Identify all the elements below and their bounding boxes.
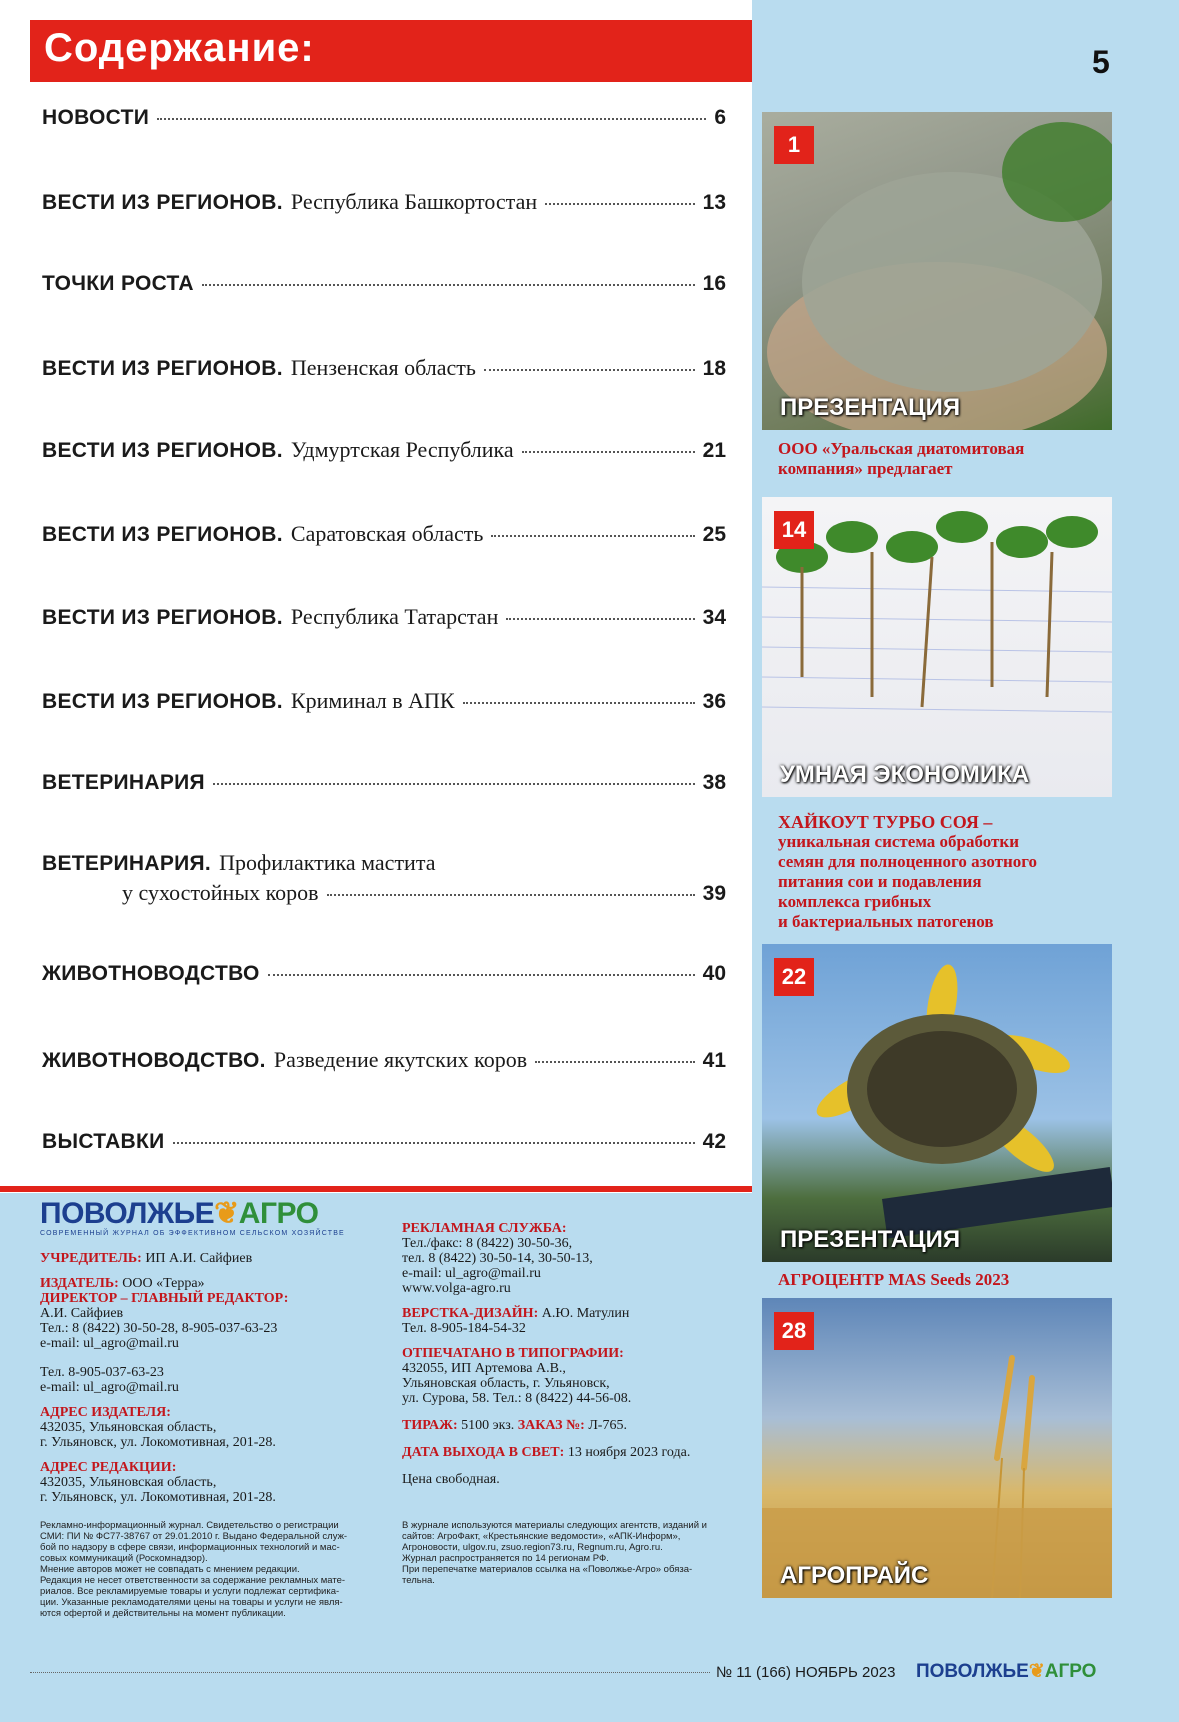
toc-subtitle: Разведение якутских коров	[273, 1047, 528, 1072]
card-caption	[778, 812, 1108, 932]
toc-page-number: 42	[702, 1130, 726, 1153]
label: ЗАКАЗ №:	[517, 1418, 585, 1433]
value: ул. Сурова, 58. Тел.: 8 (8422) 44-56-08.	[402, 1391, 632, 1406]
toc-leader	[173, 1142, 695, 1144]
toc-leader	[213, 783, 695, 785]
toc-subtitle: Криминал в АПК	[290, 688, 455, 713]
value: г. Ульяновск, ул. Локомотивная, 201-28.	[40, 1490, 276, 1505]
toc-leader	[463, 702, 695, 704]
toc-heading: ЖИВОТНОВОДСТВО.	[42, 1049, 266, 1072]
page-title: Содержание:	[44, 26, 315, 70]
fine-line: В журнале используются материалы следующих агентств, изданий и	[402, 1520, 707, 1531]
value: Тел. 8-905-184-54-32	[402, 1321, 526, 1336]
card-label: АГРОПРАЙС	[780, 1562, 929, 1589]
toc-entry-mastitis[interactable]	[42, 850, 726, 906]
toc-heading: НОВОСТИ	[42, 106, 150, 129]
label: ИЗДАТЕЛЬ:	[40, 1276, 119, 1291]
value: ИП А.И. Сайфиев	[145, 1251, 253, 1266]
fine-line: ются офертой и действительны на момент публикации.	[40, 1608, 286, 1619]
value: А.Ю. Матулин	[541, 1306, 630, 1321]
value: e-mail: ul_agro@mail.ru	[402, 1266, 541, 1281]
fine-line: бой по надзору в сфере связи, информационных технологий и мас-	[40, 1542, 340, 1553]
value: Цена свободная.	[402, 1472, 500, 1487]
page-number: 5	[1092, 44, 1110, 80]
caption-line: компания» предлагает	[778, 459, 953, 478]
toc-entry-growth-points[interactable]	[42, 272, 726, 296]
fine-line: тельна.	[402, 1575, 435, 1586]
fine-line: Рекламно-информационный журнал. Свидетельство о регистрации	[40, 1520, 339, 1531]
footer-rule	[30, 1672, 710, 1674]
caption-line: комплекса грибных	[778, 892, 932, 911]
footer-logo-text-2: АГРО	[1044, 1661, 1097, 1682]
toc-leader	[484, 369, 695, 371]
toc-page-number: 38	[702, 771, 726, 794]
card-caption	[778, 1270, 1108, 1290]
toc-entry-saratov[interactable]	[42, 521, 726, 547]
toc-entry-livestock[interactable]	[42, 962, 726, 986]
value: e-mail: ul_agro@mail.ru	[40, 1336, 179, 1351]
toc-page-number: 25	[702, 523, 726, 546]
toc-leader	[202, 284, 695, 286]
magazine-logo	[40, 1196, 318, 1231]
card-label: ПРЕЗЕНТАЦИЯ	[780, 1226, 961, 1253]
toc-heading: ВЫСТАВКИ	[42, 1130, 165, 1153]
toc-entry-bashkortostan[interactable]	[42, 189, 726, 215]
value: Ульяновская область, г. Ульяновск,	[402, 1376, 610, 1391]
toc-leader	[268, 974, 695, 976]
contents-header	[30, 20, 752, 82]
toc-heading: ВЕСТИ ИЗ РЕГИОНОВ.	[42, 523, 283, 546]
toc-page-number: 39	[702, 882, 726, 905]
toc-leader	[522, 451, 695, 453]
issue-info: № 11 (166) НОЯБРЬ 2023	[716, 1664, 896, 1681]
fine-print-right	[402, 1520, 747, 1586]
toc-subtitle: Удмуртская Республика	[290, 437, 514, 462]
value: e-mail: ul_agro@mail.ru	[40, 1380, 179, 1395]
toc-page-number: 6	[714, 106, 726, 129]
logo-text-2: АГРО	[238, 1197, 319, 1230]
card-label: ПРЕЗЕНТАЦИЯ	[780, 394, 961, 421]
value: г. Ульяновск, ул. Локомотивная, 201-28.	[40, 1435, 276, 1450]
toc-leader	[491, 535, 694, 537]
toc-leader	[157, 118, 706, 120]
toc-page-number: 18	[702, 357, 726, 380]
caption-line: ООО «Уральская диатомитовая	[778, 439, 1025, 458]
card-caption	[778, 439, 1108, 479]
page-badge: 28	[774, 1312, 814, 1350]
toc-heading: ВЕТЕРИНАРИЯ	[42, 771, 205, 794]
label: АДРЕС РЕДАКЦИИ:	[40, 1460, 177, 1475]
toc-page-number: 40	[702, 962, 726, 985]
fine-line: При перепечатке материалов ссылка на «Поволжье-Агро» обяза-	[402, 1564, 693, 1575]
fine-line: СМИ: ПИ № ФС77-38767 от 29.01.2010 г. Выдано Федеральной служ-	[40, 1531, 348, 1542]
sunflower-photo	[762, 944, 1112, 1262]
toc-page-number: 34	[702, 606, 726, 629]
caption-line: ХАЙКОУТ ТУРБО СОЯ –	[778, 812, 993, 832]
value: А.И. Сайфиев	[40, 1306, 124, 1321]
toc-heading: ВЕСТИ ИЗ РЕГИОНОВ.	[42, 690, 283, 713]
card-label: УМНАЯ ЭКОНОМИКА	[780, 761, 1030, 788]
card-presentation-2-image[interactable]	[762, 944, 1112, 1262]
page-badge: 22	[774, 958, 814, 996]
value: Тел.: 8 (8422) 30-50-28, 8-905-037-63-23	[40, 1321, 278, 1336]
toc-subtitle: Саратовская область	[290, 521, 484, 546]
toc-entry-crime[interactable]	[42, 688, 726, 714]
value: 432035, Ульяновская область,	[40, 1420, 217, 1435]
granules-photo	[762, 112, 1112, 430]
value: тел. 8 (8422) 30-50-14, 30-50-13,	[402, 1251, 593, 1266]
card-agroprice-image[interactable]	[762, 1298, 1112, 1598]
fine-line: Журнал распространяется по 14 регионам РФ.	[402, 1553, 609, 1564]
fine-line: риалов. Все рекламируемые товары и услуги подлежат сертифика-	[40, 1586, 340, 1597]
toc-heading: ВЕСТИ ИЗ РЕГИОНОВ.	[42, 191, 283, 214]
toc-heading: ЖИВОТНОВОДСТВО	[42, 962, 260, 985]
toc-entry-exhibitions[interactable]	[42, 1130, 726, 1154]
toc-heading: ТОЧКИ РОСТА	[42, 272, 194, 295]
label: УЧРЕДИТЕЛЬ:	[40, 1251, 142, 1266]
caption-line: и бактериальных патогенов	[778, 912, 994, 931]
value: Тел./факс: 8 (8422) 30-50-36,	[402, 1236, 573, 1251]
toc-entry-news[interactable]	[42, 106, 726, 130]
toc-heading: ВЕСТИ ИЗ РЕГИОНОВ.	[42, 439, 283, 462]
toc-entry-penza[interactable]	[42, 355, 726, 381]
toc-page-number: 16	[702, 272, 726, 295]
toc-leader	[327, 894, 695, 896]
label: ВЕРСТКА-ДИЗАЙН:	[402, 1306, 539, 1321]
label: ДАТА ВЫХОДА В СВЕТ:	[402, 1445, 565, 1460]
caption-line: семян для полноценного азотного	[778, 852, 1038, 871]
label: РЕКЛАМНАЯ СЛУЖБА:	[402, 1221, 567, 1236]
toc-page-number: 41	[702, 1049, 726, 1072]
toc-leader	[545, 203, 695, 205]
toc-entry-yakut-cows[interactable]	[42, 1047, 726, 1073]
toc-subtitle: Профилактика мастита	[219, 850, 436, 875]
red-divider	[0, 1186, 752, 1192]
page-badge: 1	[774, 126, 814, 164]
caption-line: уникальная система обработки	[778, 832, 1019, 851]
label: ТИРАЖ:	[402, 1418, 458, 1433]
fine-line: Мнение авторов может не совпадать с мнением редакции.	[40, 1564, 300, 1575]
value: www.volga-agro.ru	[402, 1281, 511, 1296]
masthead-right	[402, 1221, 742, 1487]
value: 432055, ИП Артемова А.В.,	[402, 1361, 566, 1376]
footer-logo	[916, 1660, 1096, 1683]
toc-page-number: 21	[702, 439, 726, 462]
card-presentation-image[interactable]	[762, 112, 1112, 430]
toc-heading: ВЕСТИ ИЗ РЕГИОНОВ.	[42, 357, 283, 380]
toc-page-number: 36	[702, 690, 726, 713]
toc-entry-tatarstan[interactable]	[42, 604, 726, 630]
toc-subtitle-line2: у сухостойных коров	[122, 880, 319, 905]
value: Тел. 8-905-037-63-23	[40, 1365, 164, 1380]
toc-subtitle: Республика Татарстан	[290, 604, 499, 629]
page-badge: 14	[774, 511, 814, 549]
logo-text-1: ПОВОЛЖЬЕ	[40, 1197, 215, 1230]
card-smart-economy-image[interactable]	[762, 497, 1112, 797]
fine-line: Агроновости, ulgov.ru, zsuo.region73.ru, Regnum.ru, Agro.ru.	[402, 1542, 663, 1553]
logo-tagline: СОВРЕМЕННЫЙ ЖУРНАЛ ОБ ЭФФЕКТИВНОМ СЕЛЬСКОМ ХОЗЯЙСТВЕ	[40, 1230, 345, 1237]
fine-print-left	[40, 1520, 390, 1619]
masthead-left	[40, 1251, 380, 1505]
value: ООО «Терра»	[122, 1276, 205, 1291]
wheat-field-photo	[762, 1298, 1112, 1598]
label: ДИРЕКТОР – ГЛАВНЫЙ РЕДАКТОР:	[40, 1291, 289, 1306]
fine-line: Редакция не несет ответственности за содержание рекламных мате-	[40, 1575, 346, 1586]
leaf-icon: ❦	[214, 1197, 239, 1230]
value: Л-765.	[588, 1418, 627, 1433]
toc-subtitle: Республика Башкортостан	[290, 189, 538, 214]
toc-entry-udmurtia[interactable]	[42, 437, 726, 463]
fine-line: ции. Указанные рекламодателями цены на товары и услуги не явля-	[40, 1597, 343, 1608]
leaf-icon: ❦	[1028, 1661, 1045, 1682]
value: 13 ноября 2023 года.	[567, 1445, 691, 1460]
caption-line: питания сои и подавления	[778, 872, 982, 891]
toc-entry-veterinary[interactable]	[42, 771, 726, 795]
value: 432035, Ульяновская область,	[40, 1475, 217, 1490]
label: ОТПЕЧАТАНО В ТИПОГРАФИИ:	[402, 1346, 624, 1361]
toc-subtitle: Пензенская область	[290, 355, 476, 380]
toc-leader	[535, 1061, 695, 1063]
value: 5100 экз.	[461, 1418, 515, 1433]
toc-heading: ВЕСТИ ИЗ РЕГИОНОВ.	[42, 606, 283, 629]
caption-line: АГРОЦЕНТР MAS Seeds 2023	[778, 1270, 1010, 1289]
toc-heading: ВЕТЕРИНАРИЯ.	[42, 852, 212, 875]
fine-line: совых коммуникаций (Роскомнадзор).	[40, 1553, 208, 1564]
toc-page-number: 13	[702, 191, 726, 214]
soy-sprouts-photo	[762, 497, 1112, 797]
toc-leader	[506, 618, 694, 620]
footer-logo-text-1: ПОВОЛЖЬЕ	[916, 1661, 1029, 1682]
label: АДРЕС ИЗДАТЕЛЯ:	[40, 1405, 171, 1420]
fine-line: сайтов: АгроФакт, «Крестьянские ведомости», «АПК-Информ»,	[402, 1531, 681, 1542]
